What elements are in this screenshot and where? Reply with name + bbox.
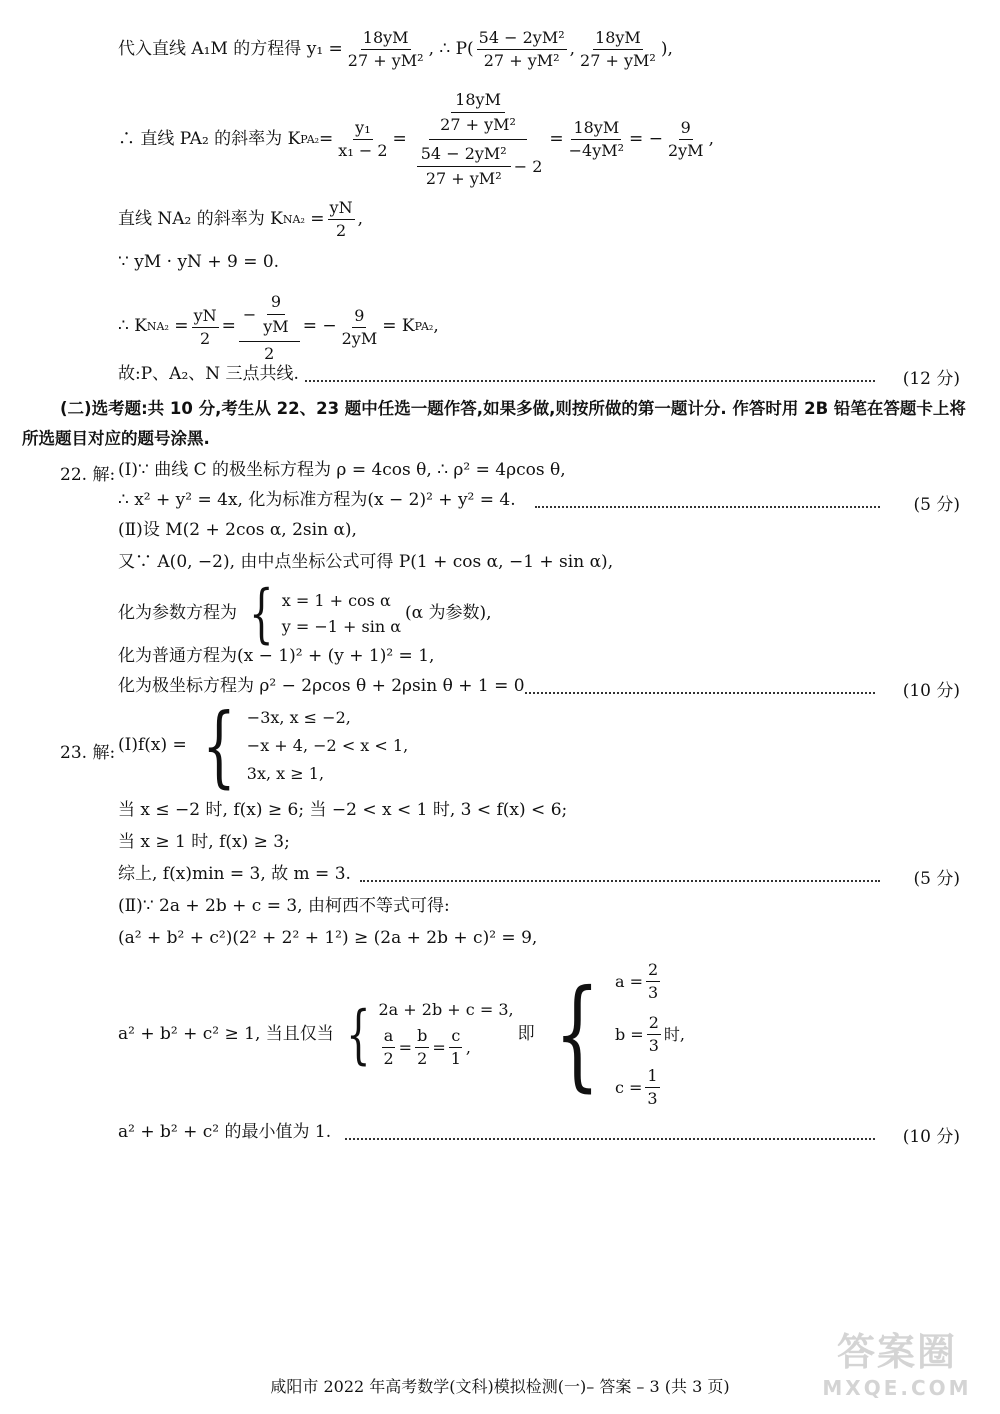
subscript: NA₂ (146, 320, 169, 334)
q22-line (118, 460, 566, 481)
case-line: −x + 4, −2 < x < 1, (246, 736, 409, 755)
fraction (477, 28, 567, 71)
fraction (646, 960, 660, 1003)
line-text: (Ⅱ)设 M(2 + 2cos α, 2sin α), (118, 520, 357, 540)
line-text: a² + b² + c² 的最小值为 1. (118, 1122, 332, 1142)
brace: { (249, 577, 274, 651)
subscript: PA₂ (300, 132, 320, 146)
line-text: A₁M 的方程得 y₁ = (191, 38, 343, 59)
line-slope-equal: ∴ K NA₂ = $\frac{yN}{2}$ = − $\frac{9}{yM}$ 2 = − $\frac{9}{2yM}$ = K PA₂ , (118, 288, 439, 366)
score-label: (5 分) (913, 495, 960, 515)
watermark-url: MXQE.COM (822, 1375, 972, 1400)
numerator: 18yM (451, 88, 505, 113)
q22-line (118, 490, 516, 511)
case-line: $\frac{a}{2}$ = $\frac{b}{2}$ = $\frac{c}{1}$ , (383, 1026, 472, 1068)
denominator: 2 (199, 328, 211, 348)
numerator: − $\frac{9}{yM}$ (239, 288, 300, 342)
denominator: 1 (450, 1049, 461, 1068)
score-label: (5 分) (913, 869, 960, 889)
denominator: 27 + yM² (483, 51, 560, 70)
numerator: 9 (679, 118, 693, 140)
line-text: ∴ K (118, 316, 147, 337)
line-text: 即 (517, 1023, 535, 1044)
line-text: c = (614, 1077, 643, 1097)
score-label: (12 分) (902, 369, 960, 389)
line-text: a² + b² + c² ≥ 1, 当且仅当 (118, 1023, 334, 1044)
denominator: 27 + yM² (347, 51, 424, 70)
q23-line (118, 1122, 331, 1143)
cases (615, 960, 685, 1109)
line-product (118, 252, 279, 273)
line-text: − 2 (513, 156, 543, 176)
numerator: 18yM (593, 28, 643, 50)
line-conclusion (118, 364, 299, 385)
question-number: 22. 解: (60, 465, 116, 485)
line-text: 当 x ≥ 1 时, f(x) ≥ 3; (118, 832, 290, 852)
line-text: 综上, f(x)min = 3, 故 m = 3. (118, 864, 351, 884)
denominator: 27 + yM² (440, 115, 516, 134)
denominator: 2 (335, 221, 347, 240)
numerator: 18yM (361, 28, 411, 50)
fraction (647, 1013, 661, 1056)
solution-system (539, 960, 685, 1109)
fraction (328, 198, 355, 241)
denominator: 27 + yM² (425, 169, 502, 188)
denominator: 3 (647, 1089, 658, 1108)
fraction (340, 306, 380, 349)
leader-dots (360, 880, 880, 882)
section-instructions: (二)选考题:共 10 分,考生从 22、23 题中任选一题作答,如果多做,则按所做的第一题计分. 作答时用 2B 铅笔在答题卡上将所选题目对应的题号涂黑. (22, 399, 966, 448)
brace: { (201, 694, 236, 797)
line-text: 直线 NA₂ 的斜率为 K (118, 208, 283, 229)
complex-fraction (410, 86, 547, 193)
fraction (449, 1026, 463, 1069)
numerator: b (415, 1026, 429, 1048)
numerator (429, 86, 527, 140)
q22-line (118, 646, 434, 667)
fraction (192, 306, 219, 349)
score-label: (10 分) (902, 1127, 960, 1147)
fraction (415, 1026, 429, 1069)
case-line: −3x, x ≤ −2, (246, 708, 351, 727)
denominator: x₁ − 2 (338, 141, 388, 160)
line-text: = (319, 128, 334, 149)
line-text: 又∵ A(0, −2), 由中点坐标公式可得 P(1 + cos α, −1 + sin α), (118, 552, 614, 572)
numerator: 2 (646, 960, 660, 982)
line-text: (Ⅰ)∵ 曲线 C 的极坐标方程为 ρ = 4cos θ, ∴ ρ² = 4ρcos θ, (118, 460, 566, 480)
fraction (436, 88, 520, 137)
line-text: 化为参数方程为 (118, 603, 237, 624)
q22-line (118, 520, 357, 541)
subscript: PA₂ (414, 320, 434, 334)
case-line: x = 1 + cos α (281, 591, 391, 610)
leader-dots (525, 692, 875, 694)
q23-line (118, 800, 567, 821)
fraction (336, 118, 389, 161)
q22-line (118, 676, 525, 697)
cases (247, 708, 408, 784)
fraction (645, 1066, 659, 1109)
numerator: 2 (647, 1013, 661, 1035)
fraction (417, 142, 511, 191)
line-text: ), (660, 38, 673, 59)
q23-line (118, 864, 351, 885)
leader-dots (305, 380, 875, 382)
numerator: c (449, 1026, 462, 1048)
case-line (615, 1066, 685, 1109)
line-text: (Ⅱ)∵ 2a + 2b + c = 3, 由柯西不等式可得: (118, 896, 450, 916)
line-slope-na2: 直线 NA₂ 的斜率为 K NA₂ = $\frac{yN}{2}$ , (118, 198, 363, 240)
line-text: (α 为参数), (405, 603, 492, 624)
case-line: 3x, x ≥ 1, (246, 764, 325, 783)
brace: { (553, 964, 600, 1104)
fraction (259, 290, 292, 339)
line-text: ∴ 直线 PA₂ 的斜率为 K (118, 128, 301, 149)
fraction (567, 118, 626, 161)
denominator: 3 (648, 1036, 659, 1055)
line-text: ∴ x² + y² = 4x, 化为标准方程为(x − 2)² + y² = 4. (118, 490, 516, 510)
q23-line (118, 928, 537, 949)
question-number: 23. 解: (60, 743, 116, 763)
denominator: 2 (417, 1049, 428, 1068)
q23-line (118, 896, 450, 917)
case-line: y = −1 + sin α (281, 617, 402, 636)
line-slope-pa2: ∴ 直线 PA₂ 的斜率为 K PA₂ = $\frac{\text{y₁}}{\text{x₁ − 2}}$ = $\frac{18yM}{\text{27 + yM²}}$ $\frac{\text{54 − 2yM²}}{\text{27 + yM²}}$ − 2 = $\frac{18yM}{\text{−4yM²}}$ = − $\frac{9}{2yM}$ , (118, 86, 714, 193)
watermark-text: 答案圈 (836, 1329, 957, 1374)
line-text: a = (614, 971, 643, 991)
numerator: 1 (645, 1066, 659, 1088)
q22-parametric (118, 577, 492, 651)
numerator: 54 − 2yM² (477, 28, 567, 50)
line-text: 故:P、A₂、N 三点共线. (118, 364, 299, 384)
q23-line (118, 832, 290, 853)
case-line (615, 1013, 685, 1056)
denominator: 2 (264, 344, 275, 363)
piecewise-function (191, 694, 409, 797)
numerator: a (382, 1026, 396, 1048)
page-footer: 咸阳市 2022 年高考数学(文科)模拟检测(一)– 答案 – 3 (共 3 页) (270, 1377, 730, 1396)
cases (378, 1000, 513, 1069)
line-text: 代入直线 (118, 38, 186, 59)
denominator: 2 (383, 1049, 394, 1068)
numerator: 54 − 2yM² (417, 142, 511, 167)
line-text: (Ⅰ)f(x) = (118, 735, 187, 756)
numerator: y₁ (353, 118, 372, 140)
case-line (615, 960, 685, 1003)
cases (282, 591, 401, 637)
fraction (381, 1026, 395, 1069)
line-text: (a² + b² + c²)(2² + 2² + 1²) ≥ (2a + 2b + c)² = 9, (118, 928, 538, 948)
line-text: 化为普通方程为(x − 1)² + (y + 1)² = 1, (118, 646, 435, 666)
leader-dots (535, 506, 880, 508)
denominator (410, 140, 547, 193)
numerator: yN (328, 198, 355, 220)
line-text: = K (382, 316, 415, 337)
score-label: (10 分) (902, 681, 960, 701)
line-text: 时, (663, 1024, 685, 1044)
line-text: , ∴ P( (428, 38, 474, 59)
line-text: ∵ yM · yN + 9 = 0. (118, 252, 280, 272)
q23-piecewise (118, 694, 412, 797)
q22-line (118, 552, 613, 573)
subscript: NA₂ (282, 212, 305, 226)
denominator: 27 + yM² (580, 51, 656, 70)
denominator: 2yM (667, 141, 704, 160)
numerator: yN (192, 306, 219, 328)
denominator: 2yM (341, 328, 378, 348)
watermark-logo (812, 1318, 982, 1402)
complex-fraction (239, 288, 300, 366)
equation-system (241, 577, 402, 651)
denominator: −4yM² (568, 141, 625, 160)
leader-dots (345, 1138, 875, 1140)
fraction (578, 28, 658, 71)
brace: { (345, 997, 371, 1072)
numerator: 18yM (571, 118, 621, 140)
fraction (666, 118, 706, 161)
numerator: 9 (267, 290, 285, 315)
denominator: yM (263, 317, 289, 336)
fraction (346, 28, 426, 71)
line-text: 当 x ≤ −2 时, f(x) ≥ 6; 当 −2 < x < 1 时, 3 < f(x) < 6; (118, 800, 568, 820)
line-text: 化为极坐标方程为 ρ² − 2ρcos θ + 2ρsin θ + 1 = 0 (118, 676, 525, 696)
case-line: 2a + 2b + c = 3, (378, 1000, 514, 1019)
numerator: 9 (352, 306, 366, 328)
equation-system (338, 997, 514, 1072)
denominator: 3 (647, 983, 659, 1002)
line-text: b = (614, 1024, 644, 1044)
line-substitute: 代入直线 A₁M 的方程得 y₁ = $\frac{18yM}{\text{27 + yM²}}$ , ∴ P( $\frac{\text{54 − 2yM²}}{\text{27 + yM²}}$ , $\frac{18yM}{\text{27 + yM²}}$ ), (118, 28, 673, 70)
q23-cauchy-condition (118, 960, 689, 1109)
